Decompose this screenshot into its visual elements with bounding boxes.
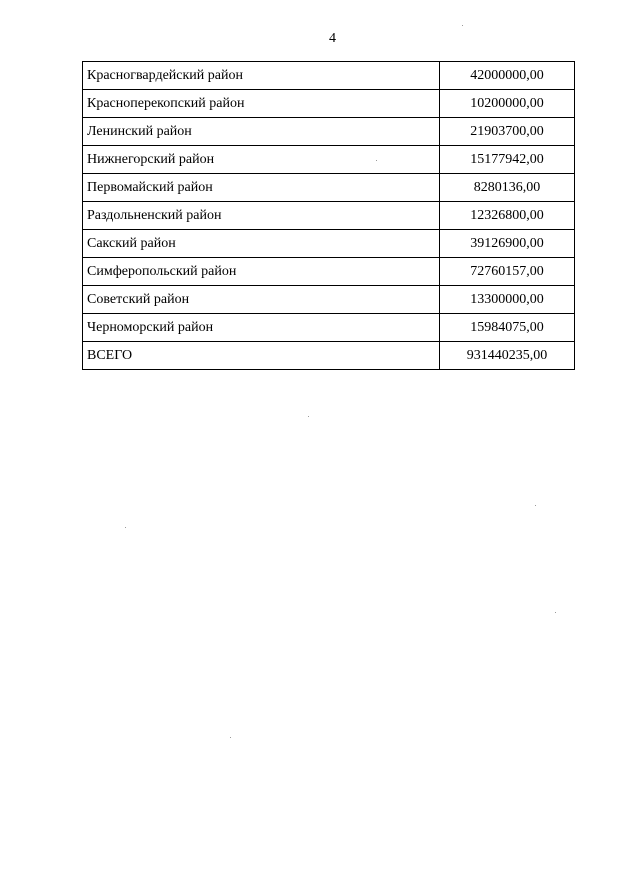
total-amount: 931440235,00 xyxy=(440,342,575,370)
district-name: Ленинский район xyxy=(83,118,440,146)
district-amount: 15984075,00 xyxy=(440,314,575,342)
scan-speck xyxy=(462,25,463,26)
scan-speck xyxy=(230,737,231,738)
table-row xyxy=(83,62,575,90)
district-name: Советский район xyxy=(83,286,440,314)
district-name: Нижнегорский район xyxy=(83,146,440,174)
table-row xyxy=(83,174,575,202)
district-amount: 12326800,00 xyxy=(440,202,575,230)
scan-speck xyxy=(535,505,536,506)
page-number: 4 xyxy=(329,31,336,46)
table-row xyxy=(83,286,575,314)
district-name: Красногвардейский район xyxy=(83,62,440,90)
table-row xyxy=(83,118,575,146)
district-amount: 21903700,00 xyxy=(440,118,575,146)
scan-speck xyxy=(125,527,126,528)
district-amount: 15177942,00 xyxy=(440,146,575,174)
district-amount: 13300000,00 xyxy=(440,286,575,314)
table-row xyxy=(83,90,575,118)
scan-speck xyxy=(308,416,309,417)
district-name: Черноморский район xyxy=(83,314,440,342)
table-row xyxy=(83,146,575,174)
district-amount: 42000000,00 xyxy=(440,62,575,90)
district-name: Красноперекопский район xyxy=(83,90,440,118)
district-amount: 10200000,00 xyxy=(440,90,575,118)
district-budget-table xyxy=(82,61,575,370)
district-amount: 72760157,00 xyxy=(440,258,575,286)
district-name: Симферопольский район xyxy=(83,258,440,286)
district-amount: 8280136,00 xyxy=(440,174,575,202)
district-name: Раздольненский район xyxy=(83,202,440,230)
total-row xyxy=(83,342,575,370)
table-row xyxy=(83,230,575,258)
table-row xyxy=(83,202,575,230)
scan-speck xyxy=(555,612,556,613)
district-amount: 39126900,00 xyxy=(440,230,575,258)
district-name: Первомайский район xyxy=(83,174,440,202)
district-name: Сакский район xyxy=(83,230,440,258)
table-row xyxy=(83,258,575,286)
table-row xyxy=(83,314,575,342)
scan-speck xyxy=(376,160,377,161)
total-label: ВСЕГО xyxy=(83,342,440,370)
